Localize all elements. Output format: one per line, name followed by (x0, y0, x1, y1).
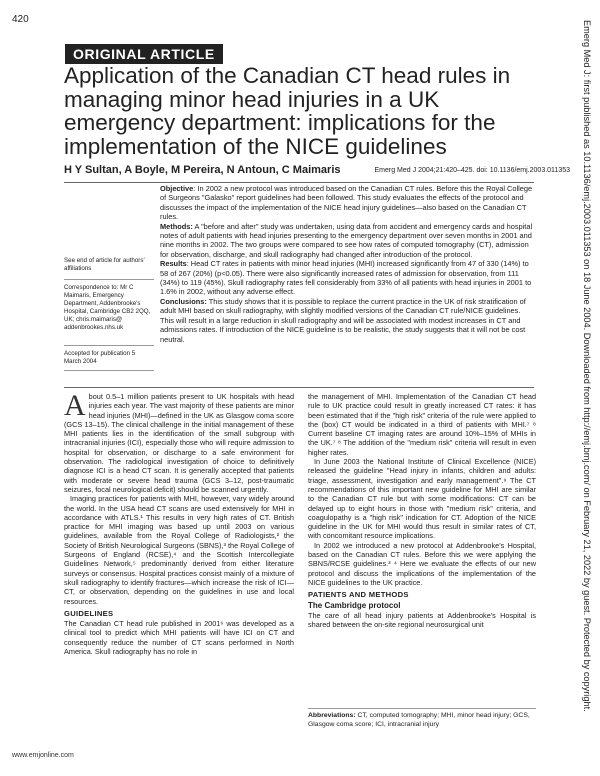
sidebar-correspondence: Correspondence to: Mr C Maimaris, Emergency Department, Addenbrooke's Hospital, Cambridge CB2 2QQ, UK; chris.maimaris@ addenbrookes.nhs.uk (64, 284, 151, 331)
citation-line: Emerg Med J 2004;21:420–425. doi: 10.1136/emj.2003.011353 (374, 167, 570, 174)
sidebar-divider (64, 345, 154, 346)
abstract-conclusions (160, 297, 536, 344)
abstract-results-text: : Head CT rates in patients with minor head injuries (MHI) increased significantly from 47 of 330 (14%) to 58 of 267 (20%) (p<0.05). There were also significantly increased rates of admission for observation, from 111 (34%) to 119 (45%). Skull radiography rates fell considerably from 33% of all patients with head injuries in 2001 to 1.6% in 2002, without any adverse effect. (160, 259, 532, 297)
abstract-objective (160, 184, 536, 222)
header-divider (64, 182, 534, 183)
body-column-left (64, 389, 294, 657)
intro-paragraph-2: Imaging practices for patients with MHI, however, vary widely around the world. In the USA head CT scans are used extensively for MHI in accordance with ATLS.¹ This results in very high rates of CT. British practice for MHI imaging was based up until 2003 on various guidelines, available from the Royal College of Radiologists,² the Society of British Neurological Surgeons (SBNS),³ the Royal College of Surgeons of England (RCSE),⁴ and the Scottish Intercollegiate Guidelines Network,⁵ predominantly derived from either literature surveys or consensus. Hospital practices consist mainly of a mixture of skull radiography to identify fractures—which increase the risk of ICI—CT, or observation, depending on the guidelines in use and local resources. (64, 494, 294, 606)
abstract-results (160, 259, 536, 297)
intro-paragraph-1-text: bout 0.5–1 million patients present to UK hospitals with head injuries each year. The vast majority of these patients are minor head injuries (MHI)—defined in the UK as Glasgow coma score (GCS 13–15). The clinical challenge in the initial management of these MHI patients lies in the identification of the small subgroup with intracranial injuries (ICI), especially those who will require admission to hospital for observation, or discharge to a safe environment for observation. The radiological investigation of choice to definitively diagnose ICI is a head CT scan. It is generally accepted that patients with moderate or severe head trauma (GCS 3–12, post-traumatic seizures, focal neurological deficit) should be scanned urgently. (64, 392, 294, 494)
vertical-copyright-text: Emerg Med J: first published as 10.1136/emj.2003.011353 on 18 June 2004. Downloaded from http://emj.bmj.com/ on February 21, 2022 by guest. Protected by copyright. (582, 20, 592, 712)
body-column-right (308, 392, 536, 629)
footer-url: www.emjonline.com (12, 752, 74, 759)
guidelines-paragraph: The Canadian CT head rule published in 2001⁶ was developed as a clinical tool to predict which MHI patients will have ICI on CT and consequently reduce the number of CT scans performed in North America. Skull radiography has no role in (64, 619, 294, 657)
page-number: 420 (12, 14, 29, 25)
intro-paragraph-1 (64, 389, 294, 494)
drop-cap: A (64, 389, 86, 422)
vertical-copyright-note (578, 20, 598, 766)
abstract-methods-text: A "before and after" study was undertaken, using data from accident and emergency cards and hospital notes of adult patients with head injuries presenting to the emergency department over seven months in 2001 and nine months in 2002. The two groups were compared to see how rates of computed tomography (CT), admission for observation, discharge, and skull radiography had changed after introduction of the protocol. (160, 221, 533, 259)
guidelines-heading: GUIDELINES (64, 608, 114, 618)
abstract-results-label: Results (160, 259, 187, 269)
abbreviations-box (308, 712, 536, 730)
abstract-conclusions-label: Conclusions: (160, 296, 207, 306)
author-list: H Y Sultan, A Boyle, M Pereira, N Antoun, C Maimaris (64, 164, 341, 176)
sidebar-affiliations-note: See end of article for authors' affiliations (64, 257, 145, 272)
sidebar-accepted-date: Accepted for publication 5 March 2004 (64, 350, 136, 365)
abstract-methods-label: Methods: (160, 221, 193, 231)
protocol-paragraph: The care of all head injury patients at Addenbrooke's Hospital is shared between the on-site regional neurosurgical unit (308, 610, 536, 630)
abbreviations-label: Abbreviations: (308, 712, 356, 719)
protocol-subheading: The Cambridge protocol (308, 600, 401, 610)
methods-heading: PATIENTS AND METHODS (308, 590, 409, 600)
right-paragraph-3: In 2002 we introduced a new protocol at Addenbrooke's Hospital, based on the Canadian CT rules. Before this we were applying the SBNS/RCSE guidelines.³ ⁴ Here we evaluate the effects of our new protocol and discuss the implications of the implementation of the NICE guidelines to the UK practice. (308, 540, 536, 587)
abstract-objective-text: : In 2002 a new protocol was introduced based on the Canadian CT rules. Before this the Royal College of Surgeons "Galasko" report guidelines had been followed. This study evaluates the effects of the protocol and discusses the impact of the implementation of the NICE head injury guidelines—also based on the Canadian CT rules. (160, 184, 533, 222)
abstract-divider (64, 387, 534, 388)
sidebar-divider (64, 370, 154, 371)
section-banner: ORIGINAL ARTICLE (65, 44, 223, 64)
sidebar-divider (64, 279, 154, 280)
abbreviations-divider (308, 708, 536, 709)
abbreviations-text: CT, computed tomography; MHI, minor head injury; GCS, Glasgow coma score; ICI, intracranial injury (308, 712, 530, 728)
abstract-conclusions-text: This study shows that it is possible to replace the current practice in the UK of risk stratification of adult MHI based on skull radiography, with slightly modified versions of the Canadian CT rule/NICE guidelines. This will result in a large reduction in skull radiography and will be associated with modest increases in CT and admissions rates. If introduction of the NICE guideline is to be realistic, the study suggests that it will not be cost neutral. (160, 296, 526, 344)
right-paragraph-2: In June 2003 the National Institute of Clinical Excellence (NICE) released the guideline "Head injury in infants, children and adults: triage, assessment, investigation and early management".⁹ The CT recommendations of this important new guideline for MHI are similar to the Canadian CT rule but with some modifications: CT can be delayed up to eight hours in those with "medium risk" criteria, and coagulopathy is a "high risk" indication for CT. Adoption of the NICE guideline in the UK for MHI would thus result in similar rates of CT, with concomitant resource implications. (308, 457, 536, 541)
abstract-objective-label: Objective (160, 184, 194, 193)
abstract (160, 184, 536, 344)
right-paragraph-1: the management of MHI. Implementation of the Canadian CT head rule to UK practice could result in greatly increased CT rates: it has been estimated that if the "high risk" criteria of the rule were applied to the (box) CT would be indicated in a third of patients with MHI.⁷ ⁸ Current baseline CT imaging rates are around 10%–15% of MHIs in the UK.⁷ ⁸ The addition of the "medium risk" criteria will result in even higher rates. (308, 392, 536, 457)
article-title: Application of the Canadian CT head rules in managing minor head injuries in a UK emergency department: implications for the implementation of the NICE guidelines (64, 63, 511, 159)
abstract-methods (160, 222, 536, 260)
